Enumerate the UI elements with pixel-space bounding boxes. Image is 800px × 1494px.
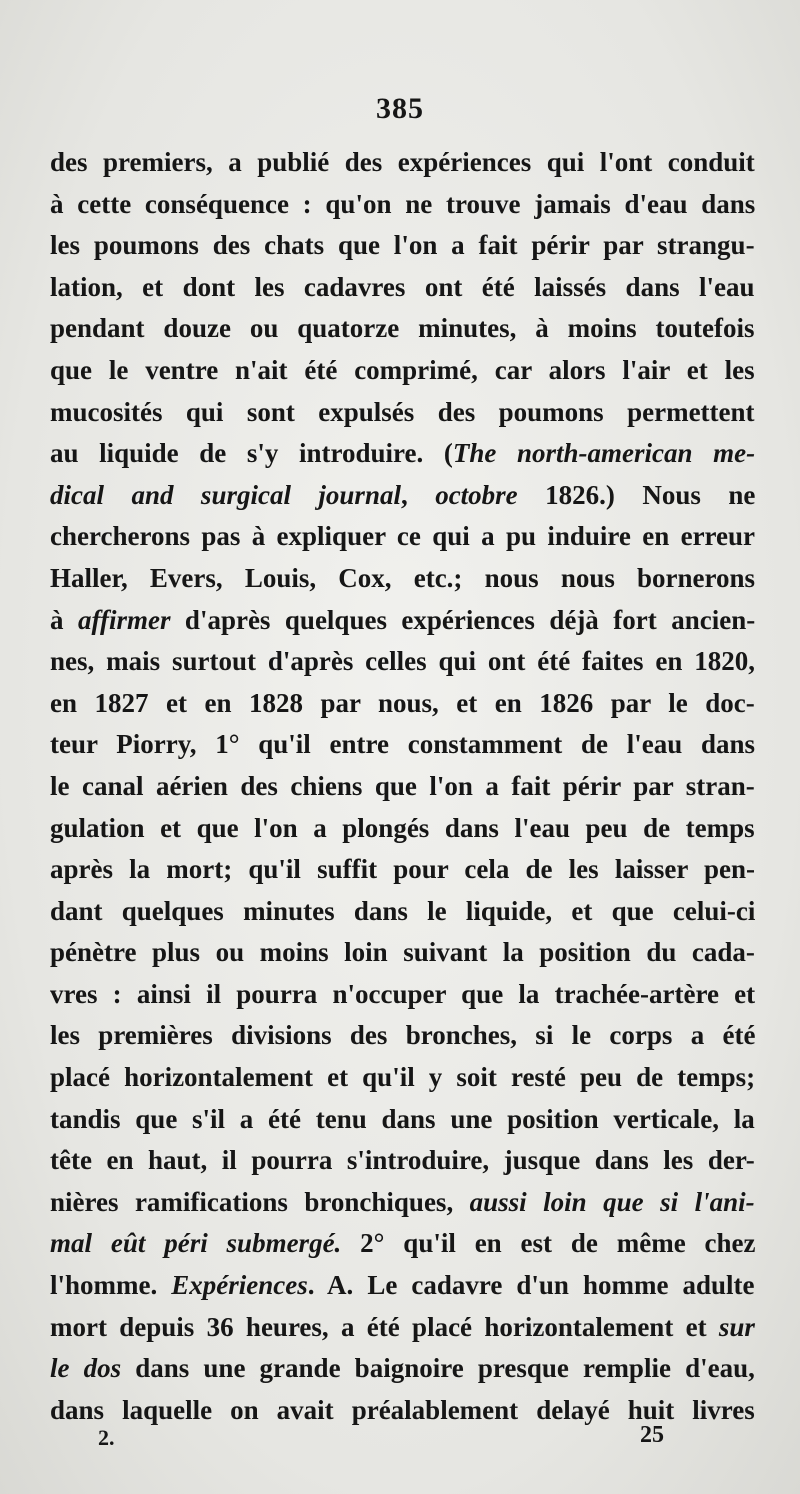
text-line	[50, 225, 755, 267]
text-run: tête en haut, il pourra s'introduire, jusque dans les der-	[50, 1145, 755, 1176]
text-run: chercherons pas à expliquer ce qui a pu induire en erreur	[50, 521, 756, 552]
text-run: vres : ainsi il pourra n'occuper que la trachée-artère et	[50, 978, 756, 1009]
text-run: . A. Le cadavre d'un homme adulte	[307, 1270, 755, 1301]
text-run: au liquide de s'y introduire. (	[50, 438, 453, 469]
italic-text: octobre	[435, 479, 518, 510]
text-run: mort depuis 36 heures, a été placé horizontalement et	[50, 1311, 719, 1342]
text-line	[50, 849, 755, 891]
text-line	[50, 475, 755, 517]
text-run: placé horizontalement et qu'il y soit resté peu de temps;	[50, 1062, 756, 1093]
text-run: gulation et que l'on a plongés dans l'eau peu de temps	[50, 812, 755, 843]
italic-text: sur	[718, 1311, 755, 1342]
gathering-number: 25	[640, 1422, 664, 1448]
text-line	[50, 1099, 755, 1141]
text-line	[50, 1015, 755, 1057]
text-line	[50, 724, 755, 766]
text-run: les premières divisions des bronches, si le corps a été	[50, 1020, 756, 1051]
text-line	[50, 558, 755, 600]
text-line	[50, 891, 755, 933]
text-line	[50, 641, 755, 683]
italic-text: The north-american me-	[452, 438, 756, 469]
text-run: d'après quelques expériences déjà fort ancien-	[170, 604, 756, 635]
italic-text: aussi loin que si l'ani-	[469, 1186, 755, 1217]
text-run: après la mort; qu'il suffit pour cela de les laisser pen-	[50, 854, 755, 885]
text-run: des premiers, a publié des expériences qui l'ont conduit	[50, 147, 755, 177]
text-run: pendant douze ou quatorze minutes, à moins toutefois	[50, 313, 755, 344]
text-line	[50, 808, 755, 850]
text-run: teur Piorry, 1° qu'il entre constamment de l'eau dans	[50, 729, 756, 760]
text-line	[50, 184, 755, 226]
italic-text: mal eût péri submergé.	[50, 1228, 342, 1259]
italic-text: Expériences	[171, 1270, 308, 1301]
text-run: en 1827 et en 1828 par nous, et en 1826 par le doc-	[50, 687, 755, 718]
text-run: 2° qu'il en est de même chez	[341, 1228, 756, 1259]
italic-text: affirmer	[77, 604, 171, 635]
text-line	[50, 350, 755, 392]
text-line	[50, 267, 755, 309]
text-run: à cette conséquence : qu'on ne trouve jamais d'eau dans	[50, 188, 756, 219]
text-run: nières ramifications bronchiques,	[50, 1186, 470, 1217]
text-run: lation, et dont les cadavres ont été laissés dans l'eau	[50, 271, 755, 302]
text-run: que le ventre n'ait été comprimé, car alors l'air et les	[50, 354, 755, 385]
text-run: dans une grande baignoire presque remplie d'eau,	[121, 1353, 755, 1384]
text-line	[50, 392, 755, 434]
text-run: à	[50, 604, 78, 635]
signature-mark: 2.	[98, 1425, 115, 1450]
text-line	[50, 932, 755, 974]
text-run: ,	[400, 479, 436, 510]
text-run: mucosités qui sont expulsés des poumons permettent	[50, 396, 755, 427]
text-run: pénètre plus ou moins loin suivant la position du cada-	[50, 937, 755, 968]
italic-text: le dos	[50, 1353, 122, 1384]
text-line	[50, 433, 755, 475]
text-line	[50, 1140, 755, 1182]
text-line	[50, 1265, 755, 1307]
text-run: dans laquelle on avait préalablement delayé huit livres	[50, 1394, 755, 1425]
text-line	[50, 683, 755, 725]
text-line	[50, 974, 755, 1016]
text-run: le canal aérien des chiens que l'on a fait périr par stran-	[50, 770, 755, 801]
text-line	[50, 1307, 755, 1349]
text-line	[50, 516, 755, 558]
text-line	[50, 308, 755, 350]
text-run: dant quelques minutes dans le liquide, et que celui-ci	[50, 895, 756, 926]
page-number: 385	[376, 92, 424, 125]
body-text	[50, 142, 755, 1431]
text-run: tandis que s'il a été tenu dans une position verticale, la	[50, 1103, 755, 1134]
text-line	[50, 1348, 755, 1390]
text-run: nes, mais surtout d'après celles qui ont été faites en 1820,	[50, 646, 755, 677]
text-line	[50, 600, 755, 642]
text-run: 1826.) Nous ne	[517, 479, 756, 510]
text-line	[50, 1057, 755, 1099]
text-line	[50, 766, 755, 808]
text-run: l'homme.	[50, 1270, 172, 1301]
text-run: Haller, Evers, Louis, Cox, etc.; nous nous bornerons	[50, 562, 756, 593]
italic-text: dical and surgical journal	[50, 479, 401, 510]
text-line	[50, 1223, 755, 1265]
text-line	[50, 142, 755, 184]
text-line	[50, 1182, 755, 1224]
text-run: les poumons des chats que l'on a fait périr par strangu-	[50, 230, 755, 261]
